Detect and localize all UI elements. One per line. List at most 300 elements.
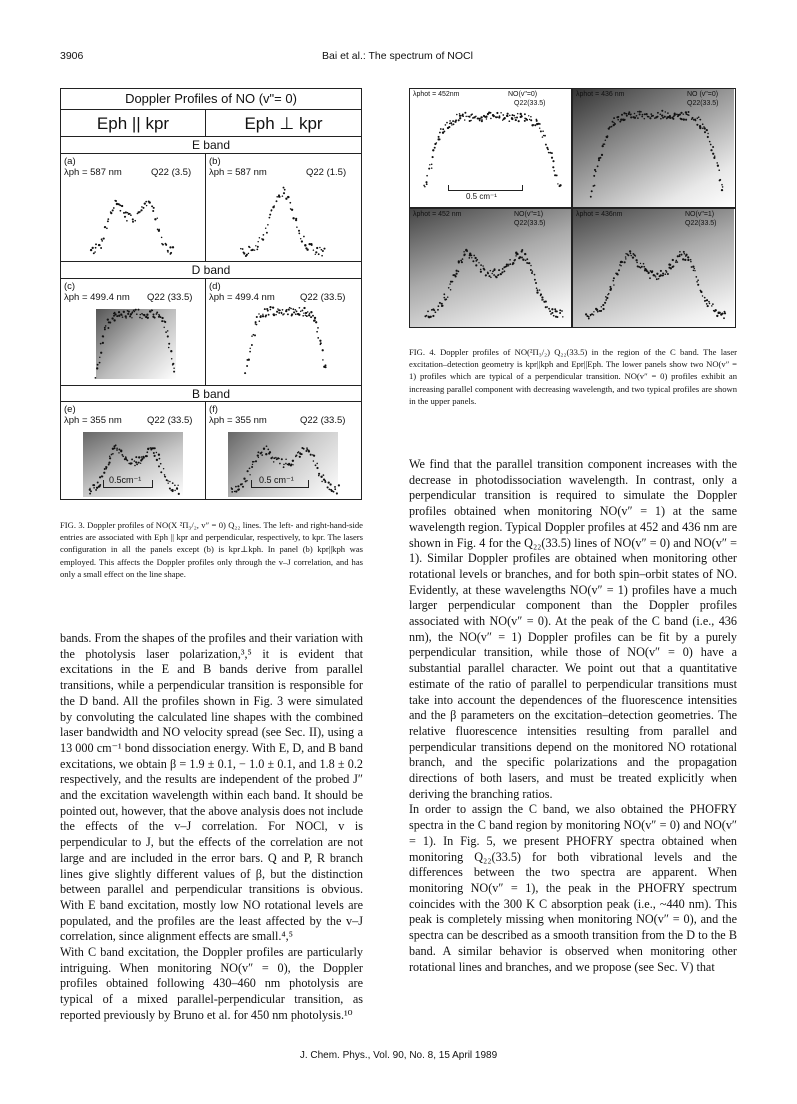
profile-point <box>118 452 119 453</box>
profile-point <box>322 349 324 351</box>
profile-point <box>464 112 466 114</box>
profile-point <box>235 490 237 492</box>
running-title: Bai et al.: The spectrum of NOCl <box>322 50 473 62</box>
fig4-panel-bottom-left <box>410 209 571 327</box>
profile-point <box>536 291 538 293</box>
panel-lambda: λph = 587 nm <box>64 167 122 178</box>
figure-4 <box>409 88 736 328</box>
profile-point <box>251 335 253 337</box>
profile-point <box>706 299 708 301</box>
profile-point <box>298 314 300 316</box>
profile-point <box>107 318 109 320</box>
profile-point <box>636 262 638 264</box>
profile-point <box>243 478 245 480</box>
profile-point <box>471 257 472 258</box>
profile-point <box>490 112 492 114</box>
profile-point <box>135 461 137 463</box>
profile-point <box>130 214 132 216</box>
profile-point <box>486 118 487 119</box>
profile-point <box>454 121 456 123</box>
profile-point <box>709 141 711 143</box>
profile-point <box>702 123 704 125</box>
profile-point <box>605 296 607 298</box>
profile-point <box>135 309 137 311</box>
profile-point <box>123 212 125 214</box>
profile-point <box>455 275 457 277</box>
profile-point <box>551 152 553 154</box>
profile-point <box>426 183 428 185</box>
profile-point <box>714 155 716 157</box>
profile-point <box>534 279 536 281</box>
profile-point <box>231 491 233 493</box>
profile-point <box>101 476 103 478</box>
profile-point <box>588 318 590 320</box>
profile-point <box>536 120 538 122</box>
profile-point <box>95 489 97 491</box>
profile-point <box>480 271 482 273</box>
profile-point <box>706 303 708 305</box>
profile-point <box>593 175 595 177</box>
profile-point <box>605 140 607 142</box>
profile-point <box>249 467 251 469</box>
profile-point <box>237 485 239 487</box>
profile-point <box>270 309 272 311</box>
profile-point <box>299 456 301 458</box>
profile-point <box>146 314 148 316</box>
profile-point <box>473 255 475 257</box>
profile-point <box>660 274 662 276</box>
profile-point <box>249 247 251 249</box>
profile-point <box>136 313 138 315</box>
profile-point <box>636 115 638 117</box>
profile-point <box>320 342 322 344</box>
profile-point <box>154 455 156 457</box>
profile-point <box>426 315 428 317</box>
profile-point <box>665 111 666 112</box>
profile-point <box>456 273 458 275</box>
profile-point <box>442 128 444 130</box>
profile-point <box>145 201 147 203</box>
profile-point <box>157 217 158 218</box>
profile-point <box>509 115 511 117</box>
profile-point <box>468 116 470 118</box>
profile-point <box>438 305 440 307</box>
profile-point <box>315 464 317 466</box>
profile-point <box>429 164 430 165</box>
profile-point <box>158 314 160 316</box>
profile-point <box>121 314 123 316</box>
profile-point <box>461 261 463 263</box>
profile-point <box>301 309 303 311</box>
profile-point <box>138 462 140 464</box>
profile-point <box>521 249 523 251</box>
profile-point <box>110 212 112 214</box>
profile-point <box>644 118 646 120</box>
profile-point <box>292 308 294 310</box>
profile-point <box>556 174 558 176</box>
panel-tag: (b) <box>209 156 221 167</box>
profile-point <box>176 488 178 490</box>
profile-point <box>174 490 176 492</box>
profile-point <box>682 258 684 260</box>
profile-point <box>617 116 619 118</box>
profile-point <box>642 114 644 116</box>
profile-point <box>169 246 171 248</box>
scale-label: 0.5 cm⁻¹ <box>466 192 497 201</box>
profile-point <box>109 322 111 324</box>
profile-point <box>621 261 623 263</box>
profile-point <box>600 310 602 312</box>
profile-point <box>158 465 160 467</box>
profile-point <box>602 145 604 147</box>
profile-point <box>441 305 443 307</box>
profile-point <box>625 258 627 260</box>
profile-point <box>172 363 174 365</box>
profile-point <box>472 260 474 262</box>
profile-point <box>315 251 317 253</box>
profile-point <box>323 474 325 476</box>
profile-point <box>559 312 561 314</box>
profile-point <box>702 128 704 130</box>
profile-point <box>257 246 259 248</box>
profile-point <box>303 307 305 309</box>
profile-point <box>691 266 693 268</box>
profile-point <box>434 147 436 149</box>
profile-point <box>292 464 293 465</box>
profile-point <box>254 250 255 251</box>
profile-point <box>496 112 498 114</box>
profile-point <box>164 474 165 475</box>
panel-tag: (e) <box>64 404 76 415</box>
profile-point <box>303 236 305 238</box>
profile-point <box>716 315 718 317</box>
doppler-profile-plot <box>206 154 361 261</box>
profile-point <box>318 473 320 475</box>
profile-point <box>619 121 621 123</box>
profile-point <box>481 120 483 122</box>
profile-point <box>306 447 308 449</box>
profile-point <box>448 126 450 128</box>
profile-point <box>95 377 97 379</box>
profile-point <box>320 476 322 478</box>
profile-point <box>291 313 293 315</box>
profile-point <box>97 482 99 484</box>
profile-point <box>140 209 142 211</box>
profile-point <box>665 270 667 272</box>
profile-point <box>712 153 714 155</box>
profile-point <box>321 481 323 483</box>
profile-point <box>530 116 531 117</box>
profile-point <box>152 310 153 311</box>
profile-point <box>115 444 117 446</box>
profile-point <box>551 157 553 159</box>
profile-point <box>515 255 517 257</box>
profile-point <box>269 306 271 308</box>
profile-point <box>141 313 143 315</box>
profile-point <box>310 311 312 313</box>
profile-point <box>460 260 462 262</box>
profile-point <box>618 269 620 271</box>
profile-point <box>425 181 427 183</box>
profile-point <box>281 458 283 460</box>
profile-point <box>552 160 554 162</box>
profile-point <box>293 311 295 313</box>
profile-point <box>662 117 664 119</box>
profile-point <box>273 205 275 207</box>
panel-lambda: λphot = 452nm <box>413 91 460 98</box>
profile-point <box>713 157 715 159</box>
profile-point <box>249 474 250 475</box>
profile-point <box>463 253 465 255</box>
profile-point <box>721 189 723 191</box>
profile-point <box>106 227 108 229</box>
profile-point <box>95 247 97 249</box>
profile-point <box>562 316 563 317</box>
profile-point <box>296 226 298 228</box>
profile-point <box>173 367 174 368</box>
profile-point <box>109 457 111 459</box>
profile-point <box>710 144 712 146</box>
profile-point <box>524 113 526 115</box>
profile-point <box>272 456 273 457</box>
panel-lambda: λphot = 436nm <box>576 211 623 218</box>
profile-point <box>298 230 300 232</box>
profile-point <box>588 316 590 318</box>
profile-point <box>99 244 101 246</box>
profile-point <box>426 175 428 177</box>
profile-point <box>683 251 685 253</box>
band-label: E band <box>61 137 361 154</box>
profile-point <box>707 305 709 307</box>
profile-point <box>295 218 297 220</box>
profile-point <box>127 313 129 315</box>
profile-point <box>445 124 447 126</box>
profile-point <box>255 245 256 246</box>
profile-point <box>524 120 526 122</box>
profile-point <box>552 166 554 168</box>
profile-point <box>113 319 115 321</box>
profile-point <box>103 472 105 474</box>
profile-point <box>127 212 129 214</box>
profile-point <box>134 220 136 222</box>
profile-point <box>246 480 248 482</box>
profile-point <box>291 209 293 211</box>
profile-point <box>313 249 315 251</box>
profile-point <box>718 169 720 171</box>
profile-point <box>719 312 721 314</box>
profile-point <box>92 247 94 249</box>
page-number: 3906 <box>60 50 84 62</box>
profile-point <box>267 310 269 312</box>
profile-point <box>158 230 160 232</box>
profile-point <box>684 259 686 261</box>
fig3-panel-b <box>206 154 361 261</box>
profile-point <box>125 456 127 458</box>
profile-point <box>610 288 612 290</box>
profile-point <box>540 130 542 132</box>
profile-point <box>697 279 699 281</box>
profile-point <box>301 240 303 242</box>
profile-point <box>539 127 540 128</box>
profile-point <box>144 202 146 204</box>
profile-point <box>323 248 325 250</box>
profile-point <box>308 314 310 316</box>
profile-point <box>122 316 124 318</box>
profile-point <box>662 272 664 274</box>
profile-point <box>258 313 259 314</box>
profile-point <box>468 257 470 259</box>
profile-point <box>160 316 162 318</box>
profile-point <box>617 119 619 121</box>
panel-line: Q22 (33.5) <box>147 292 193 303</box>
scale-label: 0.5cm⁻¹ <box>109 475 142 485</box>
profile-point <box>276 196 278 198</box>
profile-point <box>244 372 246 374</box>
profile-point <box>328 488 330 490</box>
profile-point <box>448 287 450 289</box>
profile-point <box>263 448 265 450</box>
profile-point <box>252 249 254 251</box>
profile-point <box>310 316 312 318</box>
profile-point <box>654 275 656 277</box>
profile-point <box>256 248 258 250</box>
profile-point <box>594 185 596 187</box>
profile-point <box>108 461 110 463</box>
panel-line: Q22(33.5) <box>685 220 717 227</box>
profile-point <box>305 312 307 314</box>
profile-point <box>679 113 681 115</box>
profile-point <box>300 238 301 239</box>
profile-point <box>430 316 432 318</box>
panel-line: Q22(33.5) <box>514 100 546 107</box>
profile-point <box>172 482 174 484</box>
right-column-text <box>409 457 737 975</box>
profile-point <box>325 366 327 368</box>
band-label: B band <box>61 385 361 402</box>
profile-point <box>256 324 258 326</box>
profile-point <box>699 119 701 121</box>
fig3-title: Doppler Profiles of NO (v"= 0) <box>61 89 361 110</box>
profile-point <box>272 306 274 308</box>
profile-point <box>235 486 237 488</box>
profile-point <box>177 485 178 486</box>
profile-point <box>118 315 120 317</box>
profile-point <box>277 308 279 310</box>
profile-point <box>659 113 661 115</box>
profile-point <box>146 455 148 457</box>
fig3-panel-f <box>206 402 361 499</box>
profile-point <box>257 241 258 242</box>
profile-point <box>515 119 517 121</box>
profile-point <box>598 159 600 161</box>
paragraph: We find that the parallel transition component increases with the decrease in photodissociation wavelength. In contrast, only a perpendicular transition is required to simulate the Doppler profiles obtained when monitoring NO(v″ = 1) at the same wavelength region. Typical Doppler profiles at 452 and 436 nm are shown in Fig. 4 for the Q₂₂(33.5) lines of NO(v″ = 0) and NO(v″ = 1). Similar Doppler profiles are obtained when monitoring other rotational levels or branches, and for both spin–orbit states of NO. Evidently, at these wavelengths NO(v″ = 1) profiles have a much larger perpendicular component than the Doppler profiles associated with NO(v″ = 0). At the peak of the C band (i.e., 436 nm), the NO(v″ = 1) Doppler profiles can be fit by a purely perpendicular transition, while those of NO(v″ = 0) have a substantial parallel character. We point out that a quantitative estimate of the ratio of parallel to perpendicular transitions must take into account the dependences of the fluorescence intensities and the β parameters on the excitation–detection geometries. The relative fluorescence intensities resulting from parallel and perpendicular transitions depend on the monitored NO rotational branch, and the specific polarizations and the propagation directions of both lasers, and must be treated explicitly when deriving the branching ratios. <box>409 457 737 801</box>
profile-point <box>116 315 118 317</box>
panel-line: Q22(33.5) <box>514 220 546 227</box>
profile-point <box>606 297 608 299</box>
profile-point <box>435 311 437 313</box>
profile-point <box>170 252 172 254</box>
profile-point <box>266 445 268 447</box>
profile-point <box>104 468 106 470</box>
panel-lambda: λph = 499.4 nm <box>64 292 130 303</box>
profile-point <box>169 487 171 489</box>
profile-point <box>630 253 632 255</box>
profile-point <box>428 168 430 170</box>
profile-point <box>156 459 158 461</box>
profile-point <box>509 259 511 261</box>
profile-point <box>694 268 695 269</box>
profile-point <box>685 111 687 113</box>
profile-point <box>276 311 278 313</box>
profile-point <box>502 268 504 270</box>
profile-point <box>624 119 626 121</box>
profile-point <box>463 251 465 253</box>
profile-point <box>547 148 549 150</box>
profile-point <box>438 136 440 138</box>
fig4-panel-top-right <box>573 89 734 207</box>
scale-bar <box>448 185 523 191</box>
profile-point <box>617 273 619 275</box>
profile-point <box>166 479 168 481</box>
profile-point <box>311 244 313 246</box>
profile-point <box>641 116 643 118</box>
profile-point <box>439 132 441 134</box>
profile-point <box>283 466 285 468</box>
profile-point <box>456 270 458 272</box>
profile-point <box>95 243 97 245</box>
profile-point <box>107 327 109 329</box>
profile-point <box>681 254 683 256</box>
profile-point <box>248 359 250 361</box>
profile-point <box>525 259 527 261</box>
profile-point <box>604 143 606 145</box>
profile-point <box>687 256 689 258</box>
panel-tag: (c) <box>64 281 76 292</box>
profile-point <box>113 207 115 209</box>
profile-point <box>603 308 605 310</box>
profile-point <box>518 120 520 122</box>
profile-point <box>99 484 101 486</box>
profile-point <box>427 311 429 313</box>
profile-point <box>539 289 540 290</box>
profile-point <box>456 114 458 116</box>
profile-point <box>105 325 107 327</box>
profile-point <box>316 331 318 333</box>
profile-point <box>118 449 120 451</box>
profile-point <box>104 328 106 330</box>
profile-point <box>516 253 518 255</box>
profile-point <box>690 259 692 261</box>
profile-point <box>334 488 336 490</box>
profile-point <box>661 110 663 112</box>
fig3-panel-c <box>61 279 205 385</box>
profile-point <box>140 463 141 464</box>
profile-point <box>692 117 694 119</box>
profile-point <box>545 301 547 303</box>
profile-point <box>548 308 550 310</box>
panel-line: Q22 (3.5) <box>151 167 192 178</box>
profile-point <box>537 289 539 291</box>
profile-point <box>279 196 281 198</box>
profile-point <box>165 331 167 333</box>
profile-point <box>131 462 133 464</box>
panel-state: NO(v"=0) <box>508 91 538 98</box>
profile-point <box>316 247 318 249</box>
profile-point <box>104 226 106 228</box>
profile-point <box>257 454 259 456</box>
profile-point <box>265 314 267 316</box>
profile-point <box>535 282 537 284</box>
